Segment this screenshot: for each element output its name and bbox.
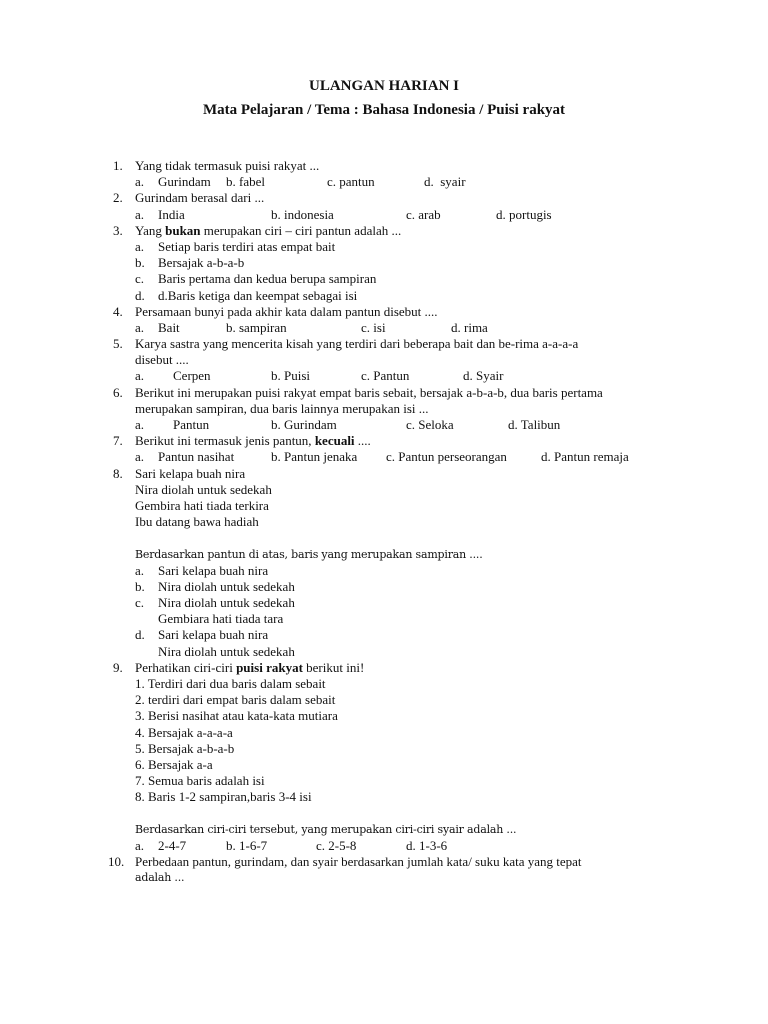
option-d: d. portugis <box>496 206 552 222</box>
option-b: b. Gurindam <box>271 417 337 432</box>
option-text: Sari kelapa buah nira <box>158 627 269 643</box>
text-segment: berikut ini! <box>302 659 365 675</box>
option-b: b. sampiran <box>226 319 287 335</box>
line-text: 5. Bersajak a-b-a-b <box>135 740 235 756</box>
option-line <box>0 255 768 271</box>
option-letter: b. <box>135 578 145 594</box>
text-line <box>0 498 768 514</box>
option-letter: d. <box>135 627 145 643</box>
question-text <box>135 223 401 239</box>
option-line <box>0 595 768 611</box>
option-b: b. 1-6-7 <box>226 837 268 853</box>
option-b: b. Pantun jenaka <box>271 449 358 465</box>
text-line <box>0 757 768 773</box>
option-a: Pantun <box>173 417 210 432</box>
question-line <box>0 433 768 449</box>
option-a: Bait <box>158 319 180 335</box>
text-line <box>0 401 768 417</box>
option-letter: a. <box>135 174 145 190</box>
question-number: 8. <box>113 465 123 481</box>
question-number: 7. <box>113 433 123 449</box>
options-row <box>0 417 768 433</box>
option-b: b. indonesia <box>271 206 334 222</box>
option-d: d. rima <box>451 319 488 335</box>
line-text: Nira diolah untuk sedekah <box>135 481 272 497</box>
options-row <box>0 174 768 190</box>
blank-line <box>0 530 768 546</box>
question-line <box>0 336 768 352</box>
text-line <box>0 352 768 368</box>
option-line <box>0 579 768 595</box>
option-b: b. Puisi <box>271 368 311 384</box>
line-text: 8. Baris 1-2 sampiran,baris 3-4 isi <box>135 789 312 805</box>
option-line <box>0 271 768 287</box>
text-segment: Gurindam berasal dari ... <box>135 190 265 206</box>
option-c: c. pantun <box>327 174 375 190</box>
question-line <box>0 304 768 320</box>
option-letter: a. <box>135 837 145 853</box>
prompt-text: adalah ... <box>135 871 185 885</box>
line-text: 6. Bersajak a-a <box>135 756 213 772</box>
question-list <box>0 158 768 886</box>
question-number: 9. <box>113 659 123 675</box>
option-c: c. Seloka <box>406 417 454 432</box>
text-segment: Yang tidak termasuk puisi rakyat ... <box>135 158 320 173</box>
prompt-line <box>0 822 768 838</box>
options-row <box>0 368 768 384</box>
text-segment: Perhatikan ciri-ciri <box>135 659 237 675</box>
question-text <box>135 336 578 352</box>
question-text <box>135 304 438 320</box>
option-d: d. Talibun <box>508 417 561 432</box>
line-text: disebut .... <box>135 352 189 368</box>
options-row <box>0 207 768 223</box>
question-number: 5. <box>113 336 123 352</box>
prompt-text: Berdasarkan pantun di atas, baris yang merupakan sampiran .... <box>135 547 483 561</box>
option-text: d.Baris ketiga dan keempat sebagai isi <box>158 287 358 303</box>
option-letter: a. <box>135 562 145 578</box>
option-line <box>0 239 768 255</box>
option-text: Setiap baris terdiri atas empat bait <box>158 238 336 254</box>
question-line <box>0 854 768 870</box>
option-c: c. isi <box>361 319 386 335</box>
option-c: c. arab <box>406 206 441 222</box>
option-a: India <box>158 206 185 222</box>
line-text: 3. Berisi nasihat atau kata-kata mutiara <box>135 708 338 724</box>
text-segment: Sari kelapa buah nira <box>135 465 246 481</box>
emphasis-text: kecuali <box>314 433 355 449</box>
option-d: d. syair <box>424 174 466 190</box>
option-line <box>0 288 768 304</box>
question-number: 2. <box>113 190 123 206</box>
question-text <box>135 190 264 206</box>
option-d: d. 1-3-6 <box>406 837 448 853</box>
question-text <box>135 158 319 174</box>
line-text: Nira diolah untuk sedekah <box>158 643 295 659</box>
option-a: 2-4-7 <box>158 837 187 853</box>
text-line <box>0 611 768 627</box>
question-number: 6. <box>113 384 123 400</box>
text-line <box>0 741 768 757</box>
emphasis-text: puisi rakyat <box>236 659 303 675</box>
line-text: merupakan sampiran, dua baris lainnya merupakan isi ... <box>135 400 429 416</box>
line-text: 1. Terdiri dari dua baris dalam sebait <box>135 676 326 691</box>
question-line <box>0 385 768 401</box>
text-segment: .... <box>354 433 371 449</box>
option-text: Baris pertama dan kedua berupa sampiran <box>158 271 377 287</box>
text-segment: Perbedaan pantun, gurindam, dan syair berdasarkan jumlah kata/ suku kata yang tepat <box>135 854 582 870</box>
question-number: 4. <box>113 303 123 319</box>
line-text: Ibu datang bawa hadiah <box>135 514 259 530</box>
question-number: 10. <box>108 854 125 870</box>
option-line <box>0 627 768 643</box>
option-letter: a. <box>135 206 145 222</box>
option-c: c. Pantun perseorangan <box>386 449 507 465</box>
option-d: d. Pantun remaja <box>541 449 629 465</box>
option-letter: b. <box>135 255 145 271</box>
option-text: Nira diolah untuk sedekah <box>158 578 295 594</box>
text-segment: merupakan ciri – ciri pantun adalah ... <box>200 222 402 238</box>
question-text <box>135 385 603 401</box>
text-line <box>0 773 768 789</box>
question-line <box>0 190 768 206</box>
prompt-line <box>0 547 768 563</box>
option-a: Pantun nasihat <box>158 449 235 465</box>
question-number: 3. <box>113 222 123 238</box>
text-line <box>0 725 768 741</box>
option-letter: a. <box>135 319 145 335</box>
option-c: c. 2-5-8 <box>316 837 357 853</box>
option-text: Nira diolah untuk sedekah <box>158 595 295 611</box>
text-line <box>0 644 768 660</box>
text-segment: Berikut ini termasuk jenis pantun, <box>135 433 315 449</box>
option-c: c. Pantun <box>361 368 410 384</box>
option-text: Sari kelapa buah nira <box>158 562 269 578</box>
option-letter: a. <box>135 449 145 465</box>
question-line <box>0 466 768 482</box>
question-text <box>135 660 364 676</box>
text-line <box>0 514 768 530</box>
option-b: b. fabel <box>226 174 265 190</box>
emphasis-text: bukan <box>165 222 201 238</box>
text-segment: Yang <box>135 222 166 238</box>
option-letter: d. <box>135 287 145 303</box>
question-line <box>0 660 768 676</box>
question-line <box>0 223 768 239</box>
line-text: 7. Semua baris adalah isi <box>135 773 265 789</box>
question-text <box>135 466 245 482</box>
text-line <box>0 708 768 724</box>
text-line <box>0 789 768 805</box>
options-row <box>0 838 768 854</box>
document-title: ULANGAN HARIAN I <box>308 78 459 94</box>
option-a: Cerpen <box>173 368 211 384</box>
question-line <box>0 158 768 174</box>
text-line <box>0 692 768 708</box>
line-text: Gembira hati tiada terkira <box>135 497 269 513</box>
blank-line <box>0 806 768 822</box>
option-letter: c. <box>135 271 145 287</box>
line-text: 2. terdiri dari empat baris dalam sebait <box>135 692 336 708</box>
question-text <box>135 433 371 449</box>
option-line <box>0 563 768 579</box>
option-text: Bersajak a-b-a-b <box>158 255 245 271</box>
option-d: d. Syair <box>463 368 504 384</box>
prompt-text: Berdasarkan ciri-ciri tersebut, yang merupakan ciri-ciri syair adalah ... <box>135 822 517 836</box>
line-text: Gembiara hati tiada tara <box>158 611 284 627</box>
text-segment: Persamaan bunyi pada akhir kata dalam pantun disebut .... <box>135 303 438 319</box>
question-text <box>135 854 582 870</box>
text-line <box>0 482 768 498</box>
text-line <box>0 676 768 692</box>
option-letter: c. <box>135 595 145 611</box>
question-number: 1. <box>113 158 123 173</box>
line-text: 4. Bersajak a-a-a-a <box>135 724 233 740</box>
option-a: Gurindam <box>158 174 211 190</box>
option-letter: a. <box>135 417 145 432</box>
text-segment: Berikut ini merupakan puisi rakyat empat baris sebait, bersajak a-b-a-b, dua baris pertama <box>135 384 603 400</box>
options-row <box>0 449 768 465</box>
options-row <box>0 320 768 336</box>
text-segment: Karya sastra yang mencerita kisah yang terdiri dari beberapa bait dan be-rima a-a-a-a <box>135 336 579 352</box>
option-letter: a. <box>135 368 145 384</box>
prompt-line <box>0 870 768 886</box>
document-subtitle: Mata Pelajaran / Tema : Bahasa Indonesia / Puisi rakyat <box>202 102 566 118</box>
option-letter: a. <box>135 238 145 254</box>
